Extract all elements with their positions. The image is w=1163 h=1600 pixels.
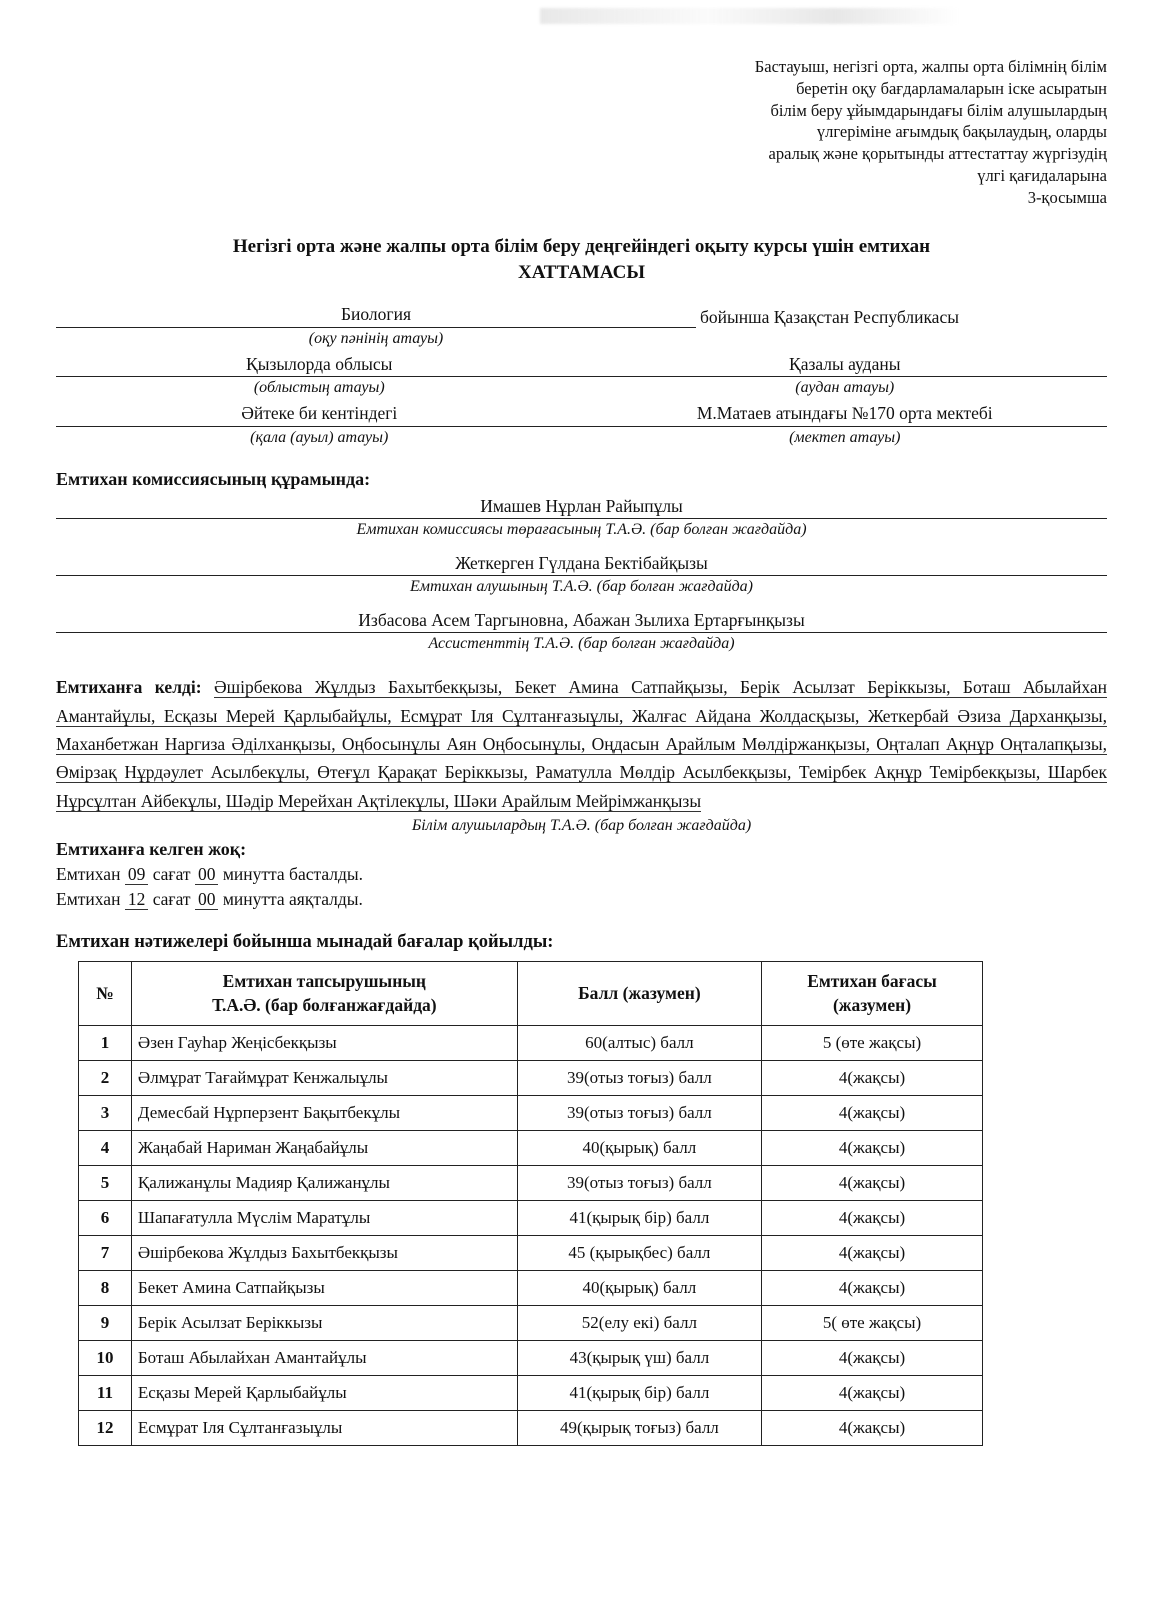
- header-note-line: беретін оқу бағдарламаларын іске асыратын: [796, 78, 1107, 98]
- exam-end-suffix: минутта аяқталды.: [222, 888, 363, 909]
- region-value: Қызылорда облысы: [56, 354, 583, 378]
- row-name: Қалижанұлы Мадияр Қалижанұлы: [131, 1166, 517, 1201]
- row-score: 43(қырық үш) балл: [517, 1341, 761, 1376]
- row-grade: 5( өте жақсы): [762, 1306, 983, 1341]
- row-grade: 4(жақсы): [762, 1096, 983, 1131]
- exam-end-hour: 12: [125, 889, 149, 910]
- row-name: Берік Асылзат Беріккызы: [131, 1306, 517, 1341]
- row-grade: 4(жақсы): [762, 1271, 983, 1306]
- header-note-line: 3-қосымша: [1027, 187, 1107, 207]
- row-num: 10: [79, 1341, 132, 1376]
- row-name: Есқазы Мерей Қарлыбайұлы: [131, 1376, 517, 1411]
- column-header-score: Балл (жазумен): [517, 961, 761, 1025]
- subject-caption-row: [56, 330, 1107, 348]
- column-header-num: №: [79, 961, 132, 1025]
- scan-artifact: [540, 8, 960, 24]
- results-table-head: [79, 961, 983, 1025]
- exam-end-time: [56, 889, 1107, 910]
- row-grade: 4(жақсы): [762, 1131, 983, 1166]
- table-row: [79, 1236, 983, 1271]
- table-row: [79, 1271, 983, 1306]
- row-name: Есмұрат Іля Сұлтанғазыұлы: [131, 1411, 517, 1446]
- table-row: [79, 1131, 983, 1166]
- exam-end-mid: сағат: [152, 888, 191, 909]
- row-num: 5: [79, 1166, 132, 1201]
- row-num: 7: [79, 1236, 132, 1271]
- exam-start-prefix: Емтихан: [56, 863, 121, 884]
- row-num: 9: [79, 1306, 132, 1341]
- row-name: Шапағатулла Мүслім Маратұлы: [131, 1201, 517, 1236]
- row-name: Боташ Абылайхан Амантайұлы: [131, 1341, 517, 1376]
- row-score: 45 (қырықбес) балл: [517, 1236, 761, 1271]
- header-note-line: аралық және қорытынды аттестаттау жүргізудің: [768, 144, 1107, 164]
- table-header-row: [79, 961, 983, 1025]
- settlement-value: Әйтеке би кентіндегі: [56, 403, 583, 427]
- row-score: 39(отыз тоғыз) балл: [517, 1061, 761, 1096]
- row-num: 6: [79, 1201, 132, 1236]
- page-title-line2: ХАТТАМАСЫ: [518, 262, 645, 283]
- row-name: Бекет Амина Сатпайқызы: [131, 1271, 517, 1306]
- row-grade: 4(жақсы): [762, 1236, 983, 1271]
- attendance-came-names: Әшірбекова Жұлдыз Бахытбекқызы, Бекет Амина Сатпайқызы, Берік Асылзат Беріккызы, Боташ Абылайхан Амантайұлы, Есқазы Мерей Қарлыбайұлы, Есмұрат Іля Сұлтанғазыұлы, Жалғас Айдана Жолдасқызы, Жеткербай Әзиза Дарханқызы, Маханбетжан Наргиза Әділханқызы, Оңбосынұлы Аян Оңбосынұлы, Оңдасын Арайлым Мөлдіржанқызы, Оңталап Ақнұр Оңталапқызы, Өмірзақ Нұрдәулет Асылбекұлы, Өтеғұл Қарақат Беріккызы, Раматулла Мөлдір Асылбекқызы, Темірбек Ақнұр Темірбекқызы, Шарбек Нұрсұлтан Айбекұлы, Шәдір Мерейхан Ақтілекұлы, Шәки Арайлым Мейрімжанқызы: [56, 677, 1107, 811]
- commission-assistants-caption: Ассистенттің Т.А.Ә. (бар болған жағдайда): [428, 635, 735, 653]
- header-note-line: Бастауыш, негізгі орта, жалпы орта білімнің білім: [754, 57, 1107, 76]
- row-grade: 4(жақсы): [762, 1166, 983, 1201]
- subject-tail: бойынша Қазақстан Республикасы: [700, 306, 959, 327]
- row-grade: 4(жақсы): [762, 1201, 983, 1236]
- row-score: 49(қырық тоғыз) балл: [517, 1411, 761, 1446]
- results-label: Емтихан нәтижелері бойынша мынадай бағалар қойылды:: [56, 931, 554, 952]
- column-header-name-line2: Т.А.Ә. (бар болғанжағдайда): [212, 994, 437, 1015]
- region-district-caption-row: [56, 379, 1107, 397]
- commission-label: Емтихан комиссиясының құрамында:: [56, 469, 371, 490]
- table-row: [79, 1026, 983, 1061]
- settlement-school-caption-row: [56, 429, 1107, 447]
- exam-start-hour: 09: [125, 864, 149, 885]
- district-value: Қазалы ауданы: [583, 354, 1108, 378]
- page-title: [56, 234, 1107, 285]
- school-value: М.Матаев атындағы №170 орта мектебі: [583, 403, 1108, 427]
- row-num: 3: [79, 1096, 132, 1131]
- table-row: [79, 1306, 983, 1341]
- commission-examinee-caption: Емтихан алушының Т.А.Ә. (бар болған жағдайда): [409, 578, 754, 596]
- subject-value: Биология: [56, 304, 696, 328]
- row-grade: 5 (өте жақсы): [762, 1026, 983, 1061]
- commission-chair-caption: Емтихан комиссиясы төрағасының Т.А.Ә. (бар болған жағдайда): [356, 521, 807, 539]
- row-name: Әзен Гауһар Жеңісбекқызы: [131, 1026, 517, 1061]
- row-score: 41(қырық бір) балл: [517, 1376, 761, 1411]
- row-grade: 4(жақсы): [762, 1411, 983, 1446]
- header-note-line: үлгеріміне ағымдық бақылаудың, оларды: [816, 122, 1107, 142]
- exam-start-minute: 00: [195, 864, 219, 885]
- commission-chair-name: Имашев Нұрлан Райыпұлы: [56, 496, 1107, 519]
- column-header-name: [131, 961, 517, 1025]
- row-num: 12: [79, 1411, 132, 1446]
- region-district-row: [56, 354, 1107, 378]
- row-score: 52(елу екі) балл: [517, 1306, 761, 1341]
- row-num: 8: [79, 1271, 132, 1306]
- column-header-grade-line1: Емтихан бағасы: [807, 970, 937, 991]
- row-name: Әшірбекова Жұлдыз Бахытбекқызы: [131, 1236, 517, 1271]
- row-grade: 4(жақсы): [762, 1341, 983, 1376]
- row-score: 40(қырық) балл: [517, 1271, 761, 1306]
- row-num: 11: [79, 1376, 132, 1411]
- column-header-name-line1: Емтихан тапсырушының: [222, 970, 427, 991]
- row-score: 39(отыз тоғыз) балл: [517, 1096, 761, 1131]
- exam-end-minute: 00: [195, 889, 219, 910]
- table-row: [79, 1096, 983, 1131]
- exam-start-time: [56, 864, 1107, 885]
- exam-start-suffix: минутта басталды.: [222, 863, 364, 884]
- header-note-line: білім беру ұйымдарындағы білім алушылардың: [770, 100, 1107, 120]
- exam-end-prefix: Емтихан: [56, 888, 121, 909]
- row-score: 60(алтыс) балл: [517, 1026, 761, 1061]
- table-row: [79, 1411, 983, 1446]
- row-grade: 4(жақсы): [762, 1061, 983, 1096]
- commission-assistants-name: Избасова Асем Таргыновна, Абажан Зылиха Ертарғынқызы: [56, 610, 1107, 633]
- attendance-came-block: [56, 673, 1107, 815]
- row-num: 4: [79, 1131, 132, 1166]
- row-name: Демесбай Нұрперзент Бақытбекұлы: [131, 1096, 517, 1131]
- table-row: [79, 1376, 983, 1411]
- exam-start-mid: сағат: [152, 863, 191, 884]
- table-row: [79, 1341, 983, 1376]
- settlement-school-row: [56, 403, 1107, 427]
- subject-row: [56, 304, 1107, 328]
- column-header-grade-line2: (жазумен): [832, 994, 912, 1015]
- table-row: [79, 1166, 983, 1201]
- table-row: [79, 1061, 983, 1096]
- header-note: [677, 56, 1107, 208]
- row-num: 2: [79, 1061, 132, 1096]
- row-score: 41(қырық бір) балл: [517, 1201, 761, 1236]
- results-table-body: [79, 1026, 983, 1446]
- table-row: [79, 1201, 983, 1236]
- column-header-grade: [762, 961, 983, 1025]
- settlement-caption: (қала (ауыл) атауы): [250, 429, 389, 447]
- results-table: [78, 961, 983, 1446]
- row-num: 1: [79, 1026, 132, 1061]
- attendance-came-caption: Білім алушылардың Т.А.Ә. (бар болған жағдайда): [411, 816, 752, 834]
- header-note-line: үлгі қағидаларына: [977, 165, 1107, 185]
- school-caption: (мектеп атауы): [789, 429, 901, 447]
- commission-examinee-name: Жеткерген Гүлдана Бектібайқызы: [56, 553, 1107, 576]
- attendance-absent-label: Емтиханға келген жоқ:: [56, 838, 247, 859]
- row-name: Әлмұрат Тағаймұрат Кенжалыұлы: [131, 1061, 517, 1096]
- district-caption: (аудан атауы): [795, 379, 895, 397]
- subject-caption: (оқу пәнінің атауы): [308, 329, 444, 347]
- row-grade: 4(жақсы): [762, 1376, 983, 1411]
- attendance-came-label: Емтиханға келді:: [56, 677, 202, 698]
- region-caption: (облыстың атауы): [253, 379, 385, 397]
- page-title-line1: Негізгі орта және жалпы орта білім беру деңгейіндегі оқыту курсы үшін емтихан: [232, 236, 931, 258]
- row-score: 40(қырық) балл: [517, 1131, 761, 1166]
- row-score: 39(отыз тоғыз) балл: [517, 1166, 761, 1201]
- row-name: Жаңабай Нариман Жаңабайұлы: [131, 1131, 517, 1166]
